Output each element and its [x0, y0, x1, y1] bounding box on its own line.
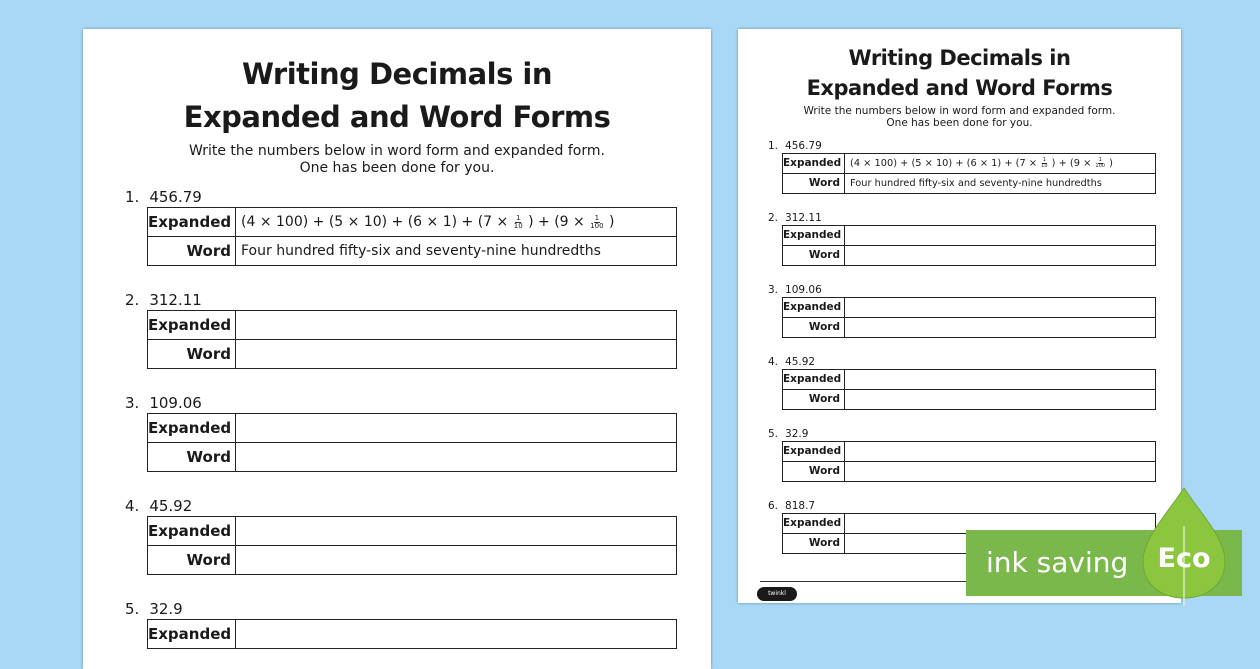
- question-number: [125, 496, 711, 516]
- answer-table: [782, 441, 1156, 482]
- question-1: [83, 187, 711, 266]
- word-answer-blank[interactable]: [845, 462, 850, 481]
- expanded-part-3: ): [1109, 158, 1113, 169]
- question-number: [768, 427, 1181, 441]
- question-number: [768, 283, 1181, 297]
- expanded-row: [148, 208, 676, 236]
- question-number: [125, 290, 711, 310]
- expanded-label: Expanded: [148, 517, 236, 545]
- expanded-answer: [845, 154, 1113, 173]
- word-row: [148, 339, 676, 368]
- question-index: 6.: [768, 500, 779, 512]
- word-row: [783, 317, 1155, 337]
- question-number: [125, 187, 711, 207]
- question-value: 456.79: [785, 140, 822, 152]
- worksheet-title: [83, 53, 711, 139]
- fraction-numerator: 1: [1098, 156, 1102, 163]
- fraction-hundredths: [590, 215, 603, 230]
- answer-table: [782, 369, 1156, 410]
- worksheet-small: [738, 29, 1181, 603]
- expanded-answer-blank[interactable]: [845, 226, 850, 245]
- question-1: [738, 139, 1181, 194]
- expanded-part-2: ) + (9 ×: [528, 214, 585, 230]
- word-label: Word: [783, 174, 845, 193]
- expanded-row: [783, 370, 1155, 389]
- expanded-row: [148, 311, 676, 339]
- question-value: 45.92: [785, 356, 816, 368]
- word-answer-blank[interactable]: [845, 390, 850, 409]
- expanded-row: [148, 620, 676, 648]
- expanded-answer-blank[interactable]: [236, 620, 241, 648]
- question-4: [738, 355, 1181, 410]
- question-value: 312.11: [785, 212, 822, 224]
- expanded-part-1: (4 × 100) + (5 × 10) + (6 × 1) + (7 ×: [241, 214, 509, 230]
- question-value: 109.06: [785, 284, 822, 296]
- answer-table: [782, 225, 1156, 266]
- question-2: [738, 211, 1181, 266]
- expanded-part-2: ) + (9 ×: [1051, 158, 1092, 169]
- word-row: [148, 545, 676, 574]
- word-label: Word: [783, 390, 845, 409]
- expanded-label: Expanded: [783, 442, 845, 461]
- expanded-part-1: (4 × 100) + (5 × 10) + (6 × 1) + (7 ×: [850, 158, 1038, 169]
- question-index: 5.: [768, 428, 779, 440]
- question-value: 32.9: [149, 600, 183, 618]
- expanded-answer-blank[interactable]: [236, 311, 241, 339]
- instructions: [738, 105, 1181, 129]
- answer-table: [147, 310, 677, 369]
- word-answer-blank[interactable]: [236, 340, 241, 368]
- word-label: Word: [148, 443, 236, 471]
- answer-table: [147, 516, 677, 575]
- expanded-label: Expanded: [783, 370, 845, 389]
- question-index: 3.: [125, 394, 140, 412]
- question-value: 45.92: [149, 497, 193, 515]
- word-answer-blank[interactable]: [845, 318, 850, 337]
- eco-label: Eco: [1157, 543, 1211, 574]
- question-value: 312.11: [149, 291, 202, 309]
- expanded-row: [783, 154, 1155, 173]
- word-row: [783, 389, 1155, 409]
- instruction-line-1: Write the numbers below in word form and expanded form.: [189, 143, 605, 159]
- question-value: 456.79: [149, 188, 202, 206]
- expanded-label: Expanded: [783, 298, 845, 317]
- word-label: Word: [148, 340, 236, 368]
- question-number: [768, 139, 1181, 153]
- fraction-numerator: 1: [594, 213, 600, 222]
- word-row: [783, 245, 1155, 265]
- answer-table: [782, 297, 1156, 338]
- question-3: [738, 283, 1181, 338]
- word-row: [783, 461, 1155, 481]
- expanded-label: Expanded: [783, 154, 845, 173]
- question-number: [125, 393, 711, 413]
- expanded-label: Expanded: [783, 514, 845, 533]
- instruction-line-2: One has been done for you.: [299, 160, 495, 176]
- expanded-answer-blank[interactable]: [845, 370, 850, 389]
- title-line-2: Expanded and Word Forms: [806, 76, 1113, 100]
- ink-saving-label: ink saving: [986, 546, 1129, 579]
- word-row: [148, 236, 676, 265]
- word-label: Word: [148, 237, 236, 265]
- answer-table: [147, 619, 677, 649]
- question-number: [125, 599, 711, 619]
- fraction-denominator: 100: [1095, 162, 1105, 169]
- fraction-numerator: 1: [1042, 156, 1046, 163]
- question-value: 32.9: [785, 428, 809, 440]
- expanded-answer-blank[interactable]: [845, 514, 850, 533]
- question-number: [768, 499, 1181, 513]
- question-index: 4.: [125, 497, 140, 515]
- question-3: [83, 393, 711, 472]
- word-answer-blank[interactable]: [236, 546, 241, 574]
- question-index: 4.: [768, 356, 779, 368]
- question-index: 1.: [125, 188, 140, 206]
- question-number: [768, 355, 1181, 369]
- word-answer: Four hundred fifty-six and seventy-nine hundredths: [241, 243, 601, 259]
- word-answer-blank[interactable]: [236, 443, 241, 471]
- question-index: 5.: [125, 600, 140, 618]
- twinkl-logo: twinkl: [757, 587, 797, 601]
- question-4: [83, 496, 711, 575]
- fraction-denominator: 10: [513, 221, 523, 230]
- worksheet-title: [738, 43, 1181, 103]
- question-index: 2.: [768, 212, 779, 224]
- expanded-row: [783, 226, 1155, 245]
- expanded-part-3: ): [609, 214, 615, 230]
- answer-table: [782, 153, 1156, 194]
- question-index: 1.: [768, 140, 779, 152]
- instruction-line-2: One has been done for you.: [886, 117, 1033, 129]
- word-label: Word: [783, 462, 845, 481]
- title-line-1: Writing Decimals in: [848, 46, 1071, 70]
- answer-table: [147, 207, 677, 266]
- expanded-row: [148, 517, 676, 545]
- question-number: [768, 211, 1181, 225]
- expanded-row: [148, 414, 676, 442]
- question-2: [83, 290, 711, 369]
- fraction-tenths: [1041, 158, 1047, 169]
- question-5: [83, 599, 711, 649]
- expanded-label: Expanded: [148, 414, 236, 442]
- answer-table: [147, 413, 677, 472]
- expanded-label: Expanded: [148, 620, 236, 648]
- word-label: Word: [148, 546, 236, 574]
- expanded-answer-blank[interactable]: [236, 414, 241, 442]
- expanded-answer-blank[interactable]: [845, 442, 850, 461]
- fraction-denominator: 10: [1041, 162, 1048, 169]
- question-value: 109.06: [149, 394, 202, 412]
- expanded-label: Expanded: [148, 311, 236, 339]
- fraction-denominator: 100: [590, 221, 604, 230]
- expanded-answer-blank[interactable]: [845, 298, 850, 317]
- word-row: [783, 173, 1155, 193]
- fraction-hundredths: [1095, 158, 1105, 169]
- expanded-row: [783, 298, 1155, 317]
- worksheet-large: [83, 29, 711, 669]
- word-row: [148, 442, 676, 471]
- question-5: [738, 427, 1181, 482]
- word-answer-blank[interactable]: [845, 534, 850, 553]
- expanded-answer-blank[interactable]: [236, 517, 241, 545]
- word-answer: Four hundred fifty-six and seventy-nine hundredths: [850, 178, 1102, 189]
- word-label: Word: [783, 534, 845, 553]
- instruction-line-1: Write the numbers below in word form and expanded form.: [803, 105, 1116, 117]
- instructions: [83, 143, 711, 177]
- question-index: 2.: [125, 291, 140, 309]
- title-line-2: Expanded and Word Forms: [183, 100, 611, 134]
- question-value: 818.7: [785, 500, 816, 512]
- word-answer-blank[interactable]: [845, 246, 850, 265]
- word-label: Word: [783, 318, 845, 337]
- expanded-label: Expanded: [783, 226, 845, 245]
- expanded-answer: [236, 208, 615, 236]
- title-line-1: Writing Decimals in: [241, 57, 553, 91]
- fraction-tenths: [514, 215, 523, 230]
- fraction-numerator: 1: [515, 213, 521, 222]
- expanded-row: [783, 442, 1155, 461]
- expanded-label: Expanded: [148, 208, 236, 236]
- word-label: Word: [783, 246, 845, 265]
- question-index: 3.: [768, 284, 779, 296]
